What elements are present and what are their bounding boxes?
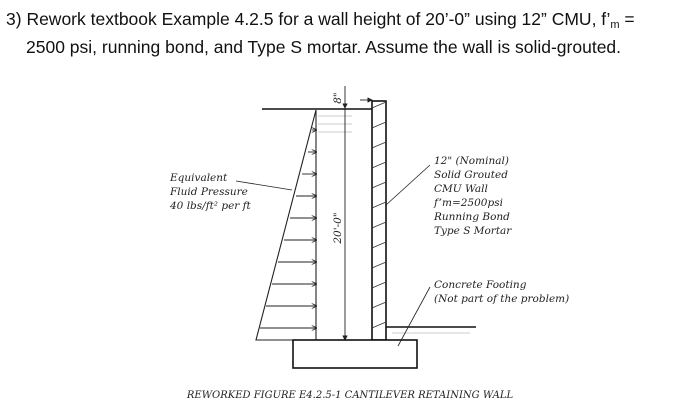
pressure-label-line-1: Equivalent (170, 172, 228, 184)
problem-text-1b: = (619, 9, 635, 29)
footing-label-line-1: Concrete Footing (434, 279, 527, 291)
concrete-footing (293, 340, 417, 368)
pressure-label-line-2: Fluid Pressure (170, 186, 248, 198)
wall-label-line-6: Type S Mortar (434, 225, 512, 237)
footing-label-line-2: (Not part of the problem) (434, 293, 570, 305)
figure-caption: REWORKED FIGURE E4.2.5-1 CANTILEVER RETAINING WALL (186, 390, 514, 401)
footing-label (434, 279, 569, 305)
height-dimension-label: 20'-0" (332, 212, 344, 244)
footing-leader (398, 287, 430, 346)
wall-label (433, 155, 513, 237)
wall-label-line-3: CMU Wall (434, 183, 488, 195)
problem-text-1a: Rework textbook Example 4.2.5 for a wall height of 20’-0” using 12” CMU, f’ (26, 9, 611, 29)
wall-label-line-4: f’m=2500psi (434, 197, 503, 209)
wall-label-line-1: 12" (Nominal) (434, 155, 509, 167)
cmu-wall (372, 101, 386, 340)
pressure-label (169, 172, 252, 212)
soil-hatch-top (318, 116, 352, 132)
wall-label-line-5: Running Bond (434, 211, 510, 223)
problem-number: 3) (6, 9, 22, 29)
pressure-arrows (260, 130, 316, 328)
problem-line-2: 2500 psi, running bond, and Type S mortar. Assume the wall is solid-grouted. (26, 37, 622, 57)
pressure-label-line-3: 40 lbs/ft² per ft (170, 200, 251, 212)
wall-label-line-2: Solid Grouted (434, 169, 508, 181)
fm-subscript: m (610, 19, 620, 31)
wall-leader (386, 165, 430, 205)
pressure-triangle (256, 110, 316, 340)
top-dimension-label: 8" (332, 92, 344, 104)
